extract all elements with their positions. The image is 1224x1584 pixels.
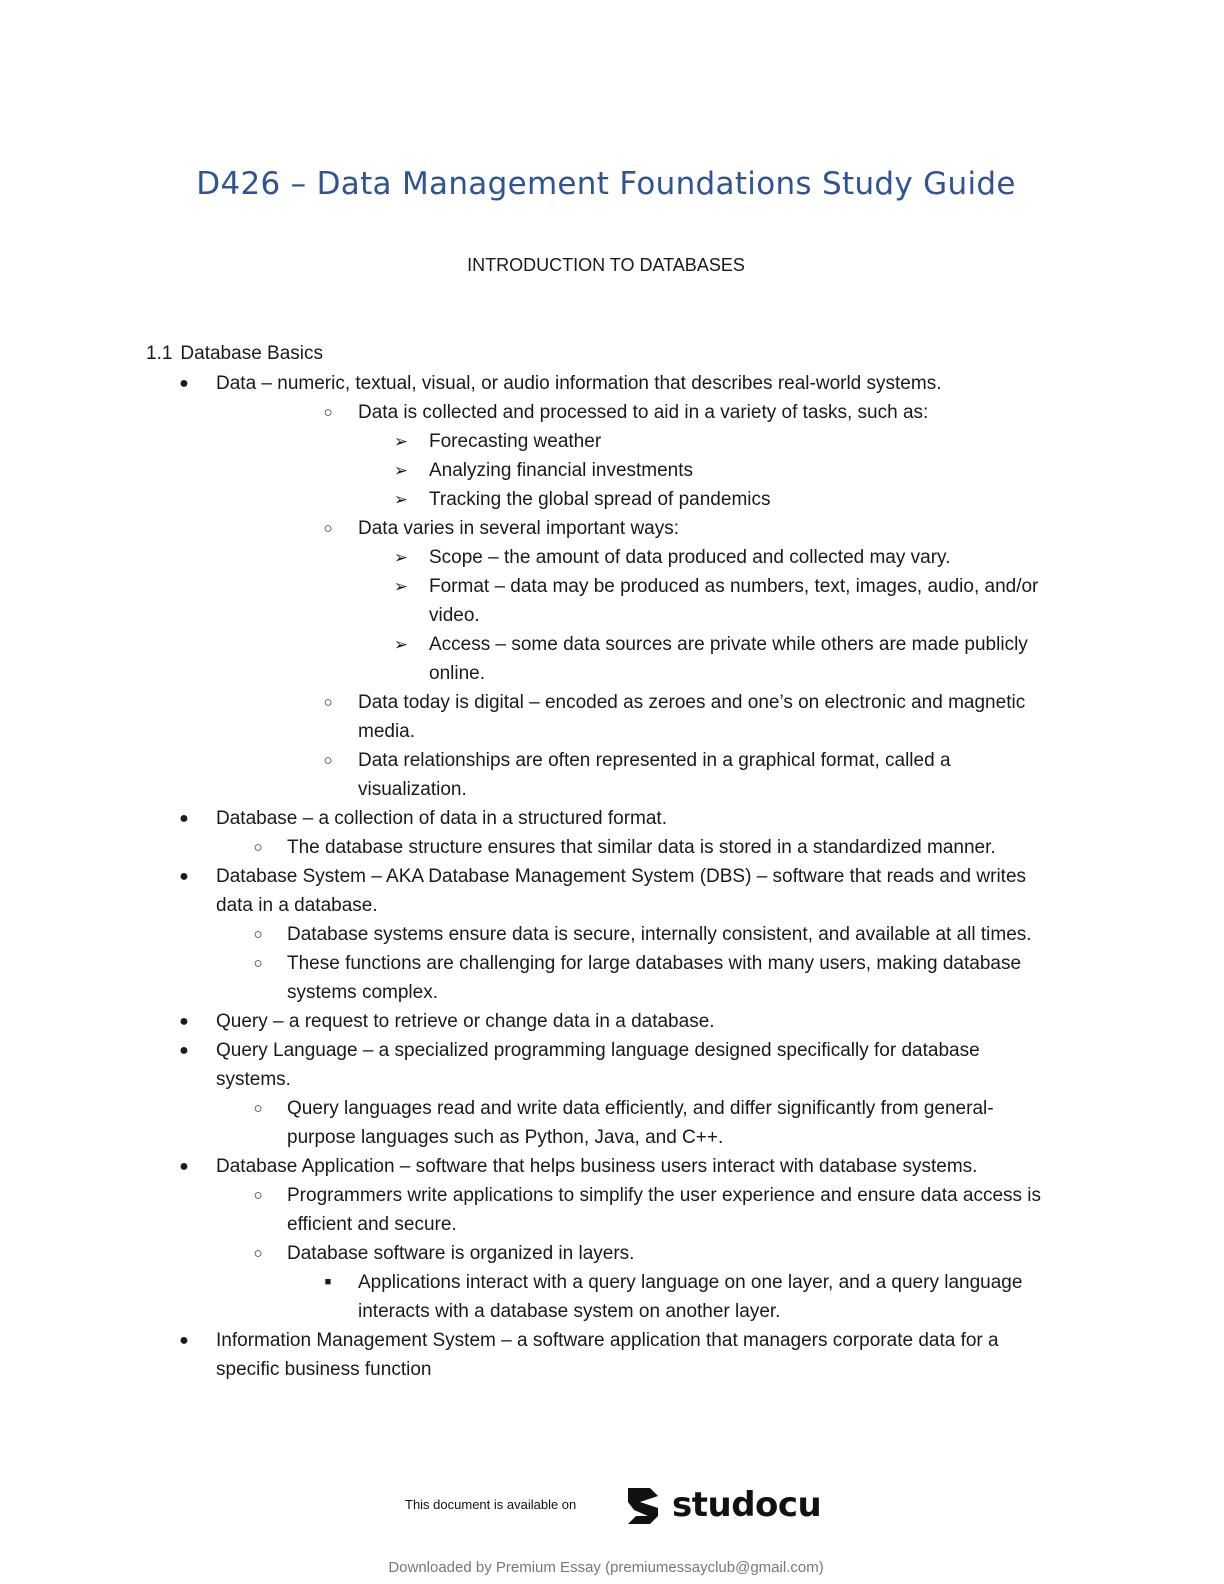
list-item-text: Programmers write applications to simplify the user experience and ensure data access is efficient and secure. bbox=[287, 1185, 1042, 1235]
list-item-text: Data today is digital – encoded as zeroes and one’s on electronic and magnetic media. bbox=[358, 692, 1026, 742]
list-item-text: Forecasting weather bbox=[429, 431, 602, 452]
list-item-text: Analyzing financial investments bbox=[429, 460, 694, 481]
disc-bullet-icon: ● bbox=[179, 375, 189, 392]
list-item bbox=[0, 1239, 1057, 1268]
list-item-text: Applications interact with a query language on one layer, and a query language interacts with a database system on another layer. bbox=[358, 1272, 1023, 1322]
list-item bbox=[0, 1036, 1056, 1094]
list-item bbox=[0, 1007, 1056, 1036]
disc-bullet-icon: ● bbox=[179, 1158, 189, 1175]
list-item bbox=[0, 746, 1058, 804]
list-item bbox=[0, 1268, 1058, 1326]
list-item bbox=[0, 398, 1058, 427]
circle-bullet-icon: ○ bbox=[253, 1245, 263, 1262]
list-item bbox=[0, 369, 1056, 398]
disc-bullet-icon: ● bbox=[179, 1042, 189, 1059]
list-item bbox=[0, 485, 1069, 514]
arrow-bullet-icon: ➢ bbox=[393, 461, 409, 480]
list-item-text: Query languages read and write data efficiently, and differ significantly from general-purpose languages such as Python, Java, and C++. bbox=[287, 1098, 994, 1148]
list-item-text: Query – a request to retrieve or change data in a database. bbox=[216, 1011, 715, 1032]
list-item-text: Query Language – a specialized programming language designed specifically for database systems. bbox=[216, 1040, 980, 1090]
arrow-bullet-icon: ➢ bbox=[393, 490, 409, 509]
section-subtitle: INTRODUCTION TO DATABASES bbox=[467, 255, 745, 275]
list-item bbox=[0, 1152, 1056, 1181]
disc-bullet-icon: ● bbox=[179, 868, 189, 885]
list-item-text: Tracking the global spread of pandemics bbox=[429, 489, 771, 510]
list-item bbox=[0, 630, 1069, 688]
arrow-bullet-icon: ➢ bbox=[393, 577, 409, 596]
circle-bullet-icon: ○ bbox=[253, 1100, 263, 1117]
document-title: D426 – Data Management Foundations Study Guide bbox=[196, 166, 1016, 202]
section-heading bbox=[146, 343, 323, 365]
circle-bullet-icon: ○ bbox=[323, 520, 333, 537]
list-item bbox=[0, 862, 1056, 920]
list-item bbox=[0, 543, 1069, 572]
circle-bullet-icon: ○ bbox=[253, 839, 263, 856]
list-item-text: Information Management System – a software application that managers corporate data for a specific business function bbox=[216, 1330, 999, 1380]
study-guide-list bbox=[0, 369, 1224, 1384]
circle-bullet-icon: ○ bbox=[253, 926, 263, 943]
list-item-text: Database Application – software that helps business users interact with database systems. bbox=[216, 1156, 978, 1177]
circle-bullet-icon: ○ bbox=[323, 694, 333, 711]
circle-bullet-icon: ○ bbox=[323, 752, 333, 769]
list-item-text: Data – numeric, textual, visual, or audio information that describes real-world systems. bbox=[216, 373, 942, 394]
disc-bullet-icon: ● bbox=[179, 1013, 189, 1030]
list-item-text: Format – data may be produced as numbers, text, images, audio, and/or video. bbox=[429, 576, 1039, 626]
availability-note: This document is available on bbox=[405, 1497, 577, 1512]
download-note: Downloaded by Premium Essay (premiumessayclub@gmail.com) bbox=[388, 1559, 824, 1576]
square-bullet-icon: ■ bbox=[324, 1276, 332, 1288]
list-item bbox=[0, 804, 1056, 833]
list-item bbox=[0, 920, 1057, 949]
list-item-text: The database structure ensures that similar data is stored in a standardized manner. bbox=[287, 837, 996, 858]
arrow-bullet-icon: ➢ bbox=[393, 432, 409, 451]
arrow-bullet-icon: ➢ bbox=[393, 548, 409, 567]
list-item-text: Data relationships are often represented in a graphical format, called a visualization. bbox=[358, 750, 951, 800]
section-label: Database Basics bbox=[180, 343, 323, 364]
circle-bullet-icon: ○ bbox=[253, 1187, 263, 1204]
list-item bbox=[0, 949, 1057, 1007]
list-item bbox=[0, 688, 1058, 746]
list-item bbox=[0, 572, 1069, 630]
list-item bbox=[0, 514, 1058, 543]
circle-bullet-icon: ○ bbox=[323, 404, 333, 421]
list-item-text: These functions are challenging for large databases with many users, making database systems complex. bbox=[287, 953, 1022, 1003]
list-item bbox=[0, 1326, 1056, 1384]
list-item-text: Database System – AKA Database Management System (DBS) – software that reads and writes data in a database. bbox=[216, 866, 1027, 916]
list-item-text: Database systems ensure data is secure, internally consistent, and available at all times. bbox=[287, 924, 1032, 945]
list-item-text: Data varies in several important ways: bbox=[358, 518, 680, 539]
studocu-logo[interactable] bbox=[620, 1480, 821, 1530]
list-item-text: Database – a collection of data in a structured format. bbox=[216, 808, 667, 829]
list-item bbox=[0, 1094, 1057, 1152]
arrow-bullet-icon: ➢ bbox=[393, 635, 409, 654]
list-item bbox=[0, 1181, 1057, 1239]
section-number: 1.1 bbox=[146, 343, 173, 364]
list-item bbox=[0, 427, 1069, 456]
disc-bullet-icon: ● bbox=[179, 810, 189, 827]
studocu-logo-icon bbox=[620, 1482, 666, 1528]
list-item-text: Scope – the amount of data produced and collected may vary. bbox=[429, 547, 951, 568]
list-item bbox=[0, 833, 1057, 862]
list-item-text: Access – some data sources are private while others are made publicly online. bbox=[429, 634, 1028, 684]
list-item bbox=[0, 456, 1069, 485]
brand-name: studocu bbox=[672, 1485, 822, 1525]
list-item-text: Data is collected and processed to aid in a variety of tasks, such as: bbox=[358, 402, 929, 423]
circle-bullet-icon: ○ bbox=[253, 955, 263, 972]
list-item-text: Database software is organized in layers. bbox=[287, 1243, 635, 1264]
disc-bullet-icon: ● bbox=[179, 1332, 189, 1349]
